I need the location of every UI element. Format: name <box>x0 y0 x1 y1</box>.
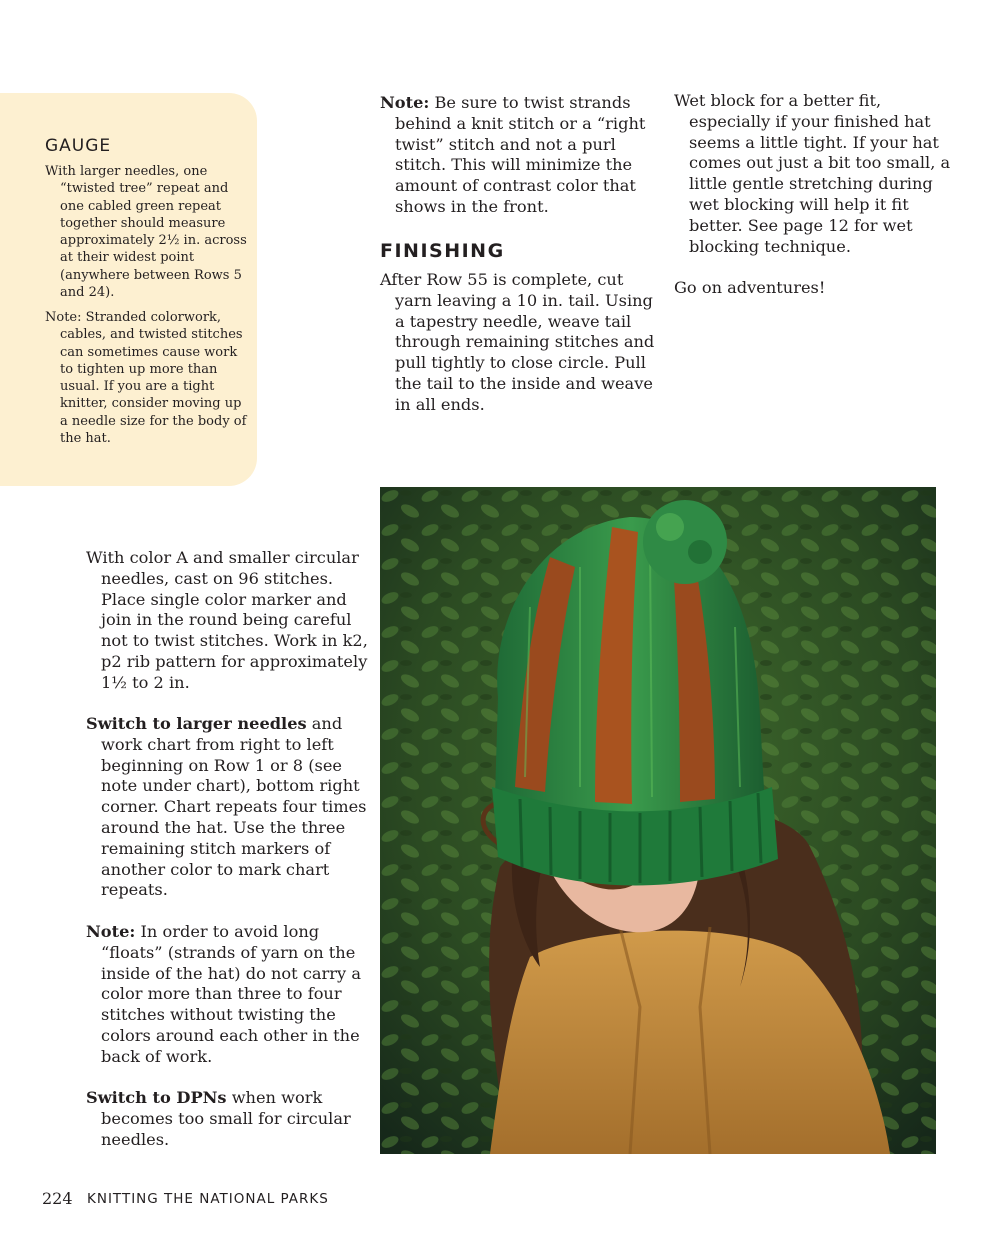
gauge-title: GAUGE <box>45 136 112 156</box>
switch-needles-label: Switch to larger needles <box>86 714 307 733</box>
dpns-label: Switch to DPNs <box>86 1088 227 1107</box>
twist-note-label: Note: <box>380 93 430 112</box>
closing-text: Go on adventures! <box>674 278 826 297</box>
finishing-text: After Row 55 is complete, cut yarn leaving a 10 in. tail. Using a tapestry needle, weave tail through remaining stitches and pull tightly to close circle. Pull the tail to the inside and weave in all ends. <box>380 270 655 414</box>
page-number: 224 <box>42 1189 73 1208</box>
gauge-note: Note: Stranded colorwork, cables, and twisted stitches can sometimes cause work to tighten up more than usual. If you are a tight knitter, consider moving up a needle size for the body of the hat. <box>45 310 247 447</box>
gauge-text: With larger needles, one “twisted tree” repeat and one cabled green repeat together should measure approximately 2½ in. across at their widest point (anywhere between Rows 5 and 24). <box>45 164 247 301</box>
hat-photo-illustration <box>380 487 936 1154</box>
floats-note-label: Note: <box>86 922 136 941</box>
twist-note-text: Be sure to twist strands behind a knit stitch or a “right twist” stitch and not a purl stitch. This will minimize the amount of contrast color that shows in the front. <box>395 93 646 216</box>
switch-needles-text: Switch to larger needles and work chart from right to left beginning on Row 1 or 8 (see note under chart), bottom right corner. Chart repeats four times around the hat. Use the three remaining stitch markers of another color to mark chart repeats. <box>86 714 367 900</box>
floats-note: Note: In order to avoid long “floats” (strands of yarn on the inside of the hat) do not carry a color more than three to four stitches without twisting the colors around each other in the back of work. <box>86 922 361 1066</box>
twist-note <box>380 93 665 218</box>
finishing-heading: FINISHING <box>380 240 505 262</box>
cast-on-text: With color A and smaller circular needles, cast on 96 stitches. Place single color marker and join in the round being careful not to twist stitches. Work in k2, p2 rib pattern for approximately 1½ to 2 in. <box>86 548 368 692</box>
dpns-text: Switch to DPNs when work becomes too small for circular needles. <box>86 1088 351 1149</box>
hat-photo <box>380 487 936 1154</box>
running-footer-title: KNITTING THE NATIONAL PARKS <box>87 1191 329 1207</box>
wet-block-text: Wet block for a better fit, especially if your finished hat seems a little tight. If your hat comes out just a bit too small, a little gentle stretching during wet blocking will help it fit better. See page 12 for wet blocking technique. <box>674 91 951 256</box>
